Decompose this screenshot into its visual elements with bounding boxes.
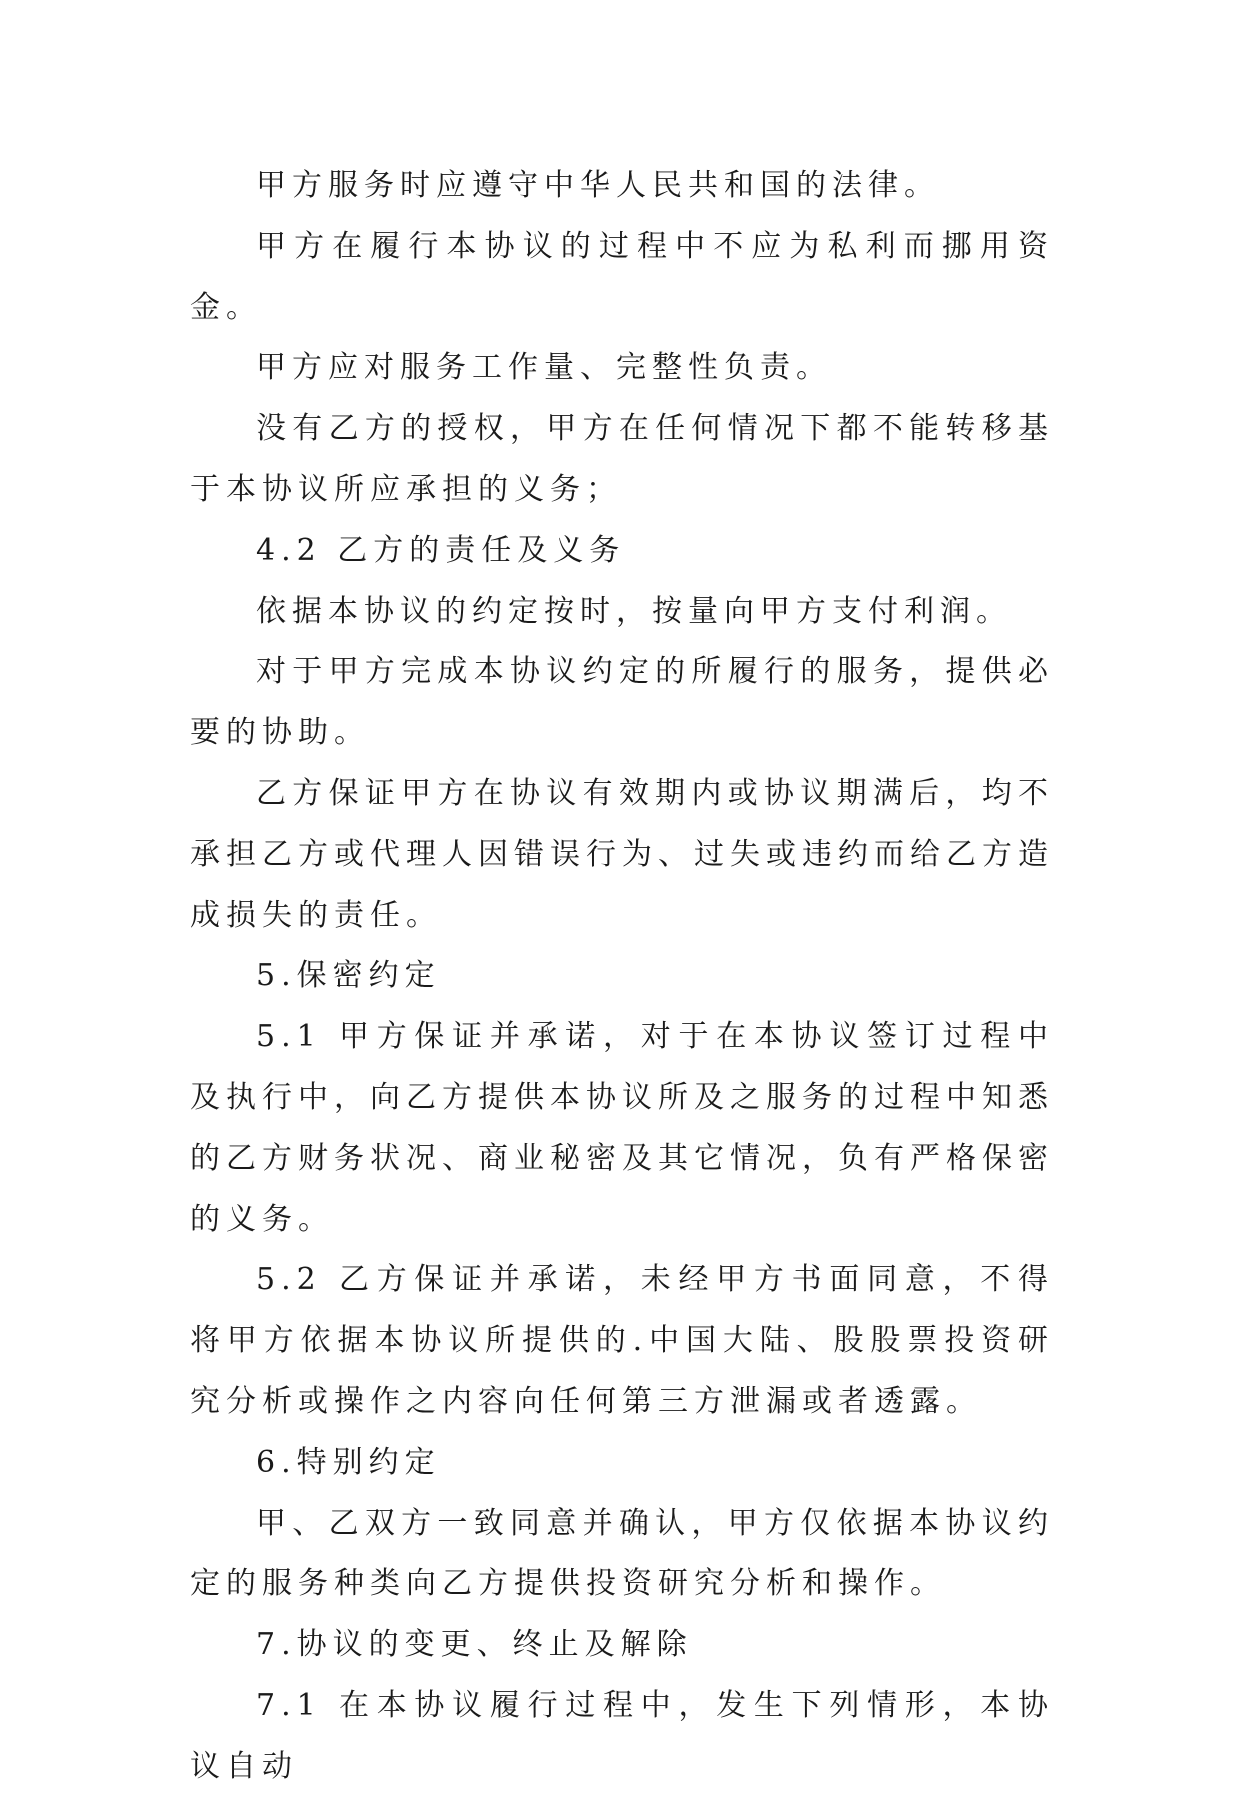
document-body xyxy=(190,156,1054,1798)
paragraph-5-2-confidentiality: 5.2 乙方保证并承诺，未经甲方书面同意，不得将甲方依据本协议所提供的.中国大陆、股股票投资研究分析或操作之内容向任何第三方泄漏或者透露。 xyxy=(190,1262,1054,1419)
paragraph-provide-assistance: 对于甲方完成本协议约定的所履行的服务，提供必要的协助。 xyxy=(190,654,1054,751)
paragraph-no-misuse-of-funds: 甲方在履行本协议的过程中不应为私利而挪用资金。 xyxy=(190,228,1054,325)
paragraph-liability-exemption: 乙方保证甲方在协议有效期内或协议期满后，均不承担乙方或代理人因错误行为、过失或违约而给乙方造成损失的责任。 xyxy=(190,775,1054,933)
section-heading-4-2: 4.2 乙方的责任及义务 xyxy=(256,532,626,568)
paragraph-profit-payment: 依据本协议的约定按时，按量向甲方支付利润。 xyxy=(256,593,1012,629)
section-heading-7: 7.协议的变更、终止及解除 xyxy=(256,1627,693,1663)
section-heading-6: 6.特别约定 xyxy=(256,1444,441,1480)
paragraph-special-agreement: 甲、乙双方一致同意并确认，甲方仅依据本协议约定的服务种类向乙方提供投资研究分析和操作。 xyxy=(190,1505,1054,1602)
paragraph-7-1-termination: 7.1 在本协议履行过程中，发生下列情形，本协议自动 xyxy=(190,1687,1054,1784)
section-heading-5: 5.保密约定 xyxy=(256,958,441,994)
paragraph-5-1-confidentiality: 5.1 甲方保证并承诺，对于在本协议签订过程中及执行中，向乙方提供本协议所及之服务的过程中知悉的乙方财务状况、商业秘密及其它情况，负有严格保密的义务。 xyxy=(190,1019,1054,1237)
paragraph-no-transfer-without-authorization: 没有乙方的授权，甲方在任何情况下都不能转移基于本协议所应承担的义务； xyxy=(190,411,1054,507)
paragraph-legal-compliance: 甲方服务时应遵守中华人民共和国的法律。 xyxy=(256,168,940,203)
paragraph-workload-responsibility: 甲方应对服务工作量、完整性负责。 xyxy=(256,350,832,386)
